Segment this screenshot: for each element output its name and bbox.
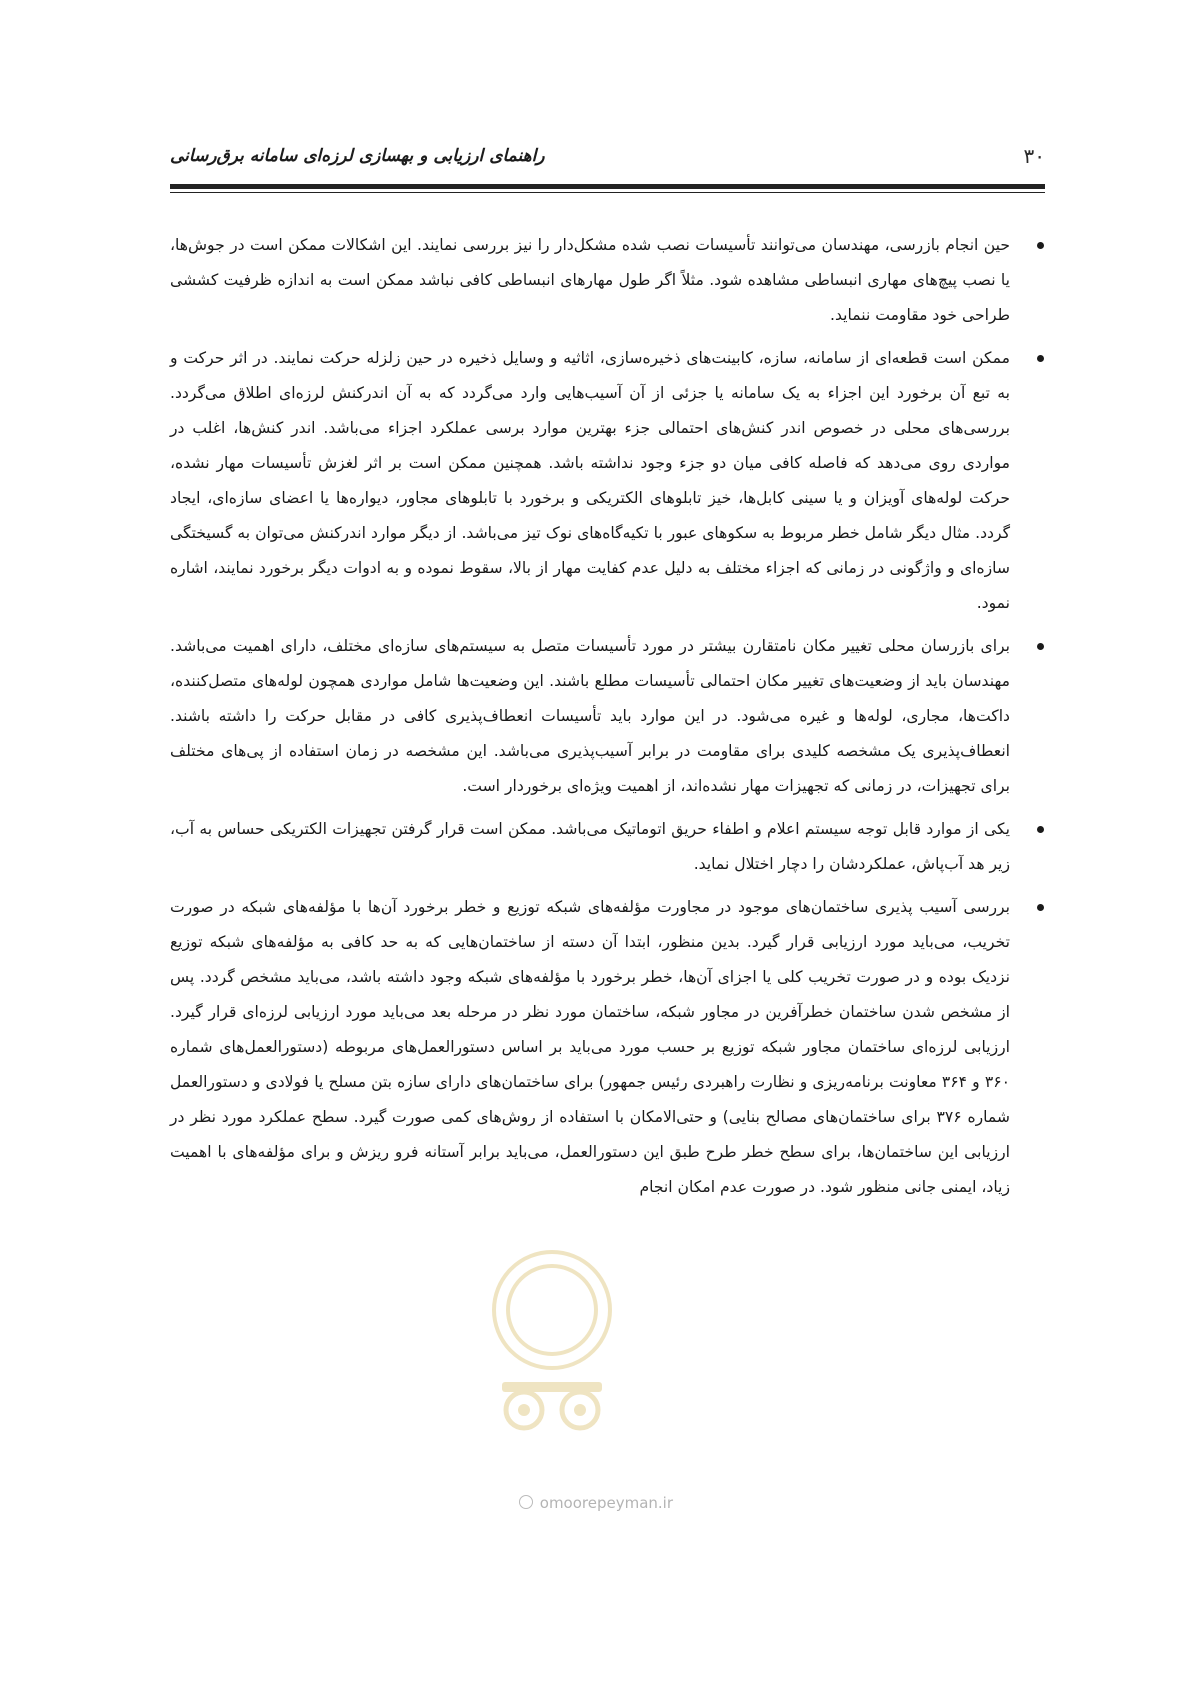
bullet-list bbox=[170, 228, 1010, 1205]
paragraph-text: حین انجام بازرسی، مهندسان می‌توانند تأسیسات نصب شده مشکل‌دار را نیز بررسی نمایند. این اشکالات ممکن است در جوش‌ها، یا نصب پیچ‌های مهاری انبساطی مشاهده شود. مثلاً اگر طول مهارهای انبساطی کافی نباشد ممکن است به اندازه ظرفیت کششی طراحی خود مقاومت ننماید. bbox=[170, 236, 1010, 324]
body-text bbox=[170, 228, 1010, 1213]
bullet-icon bbox=[1037, 242, 1044, 249]
paragraph-text: یکی از موارد قابل توجه سیستم اعلام و اطفاء حریق اتوماتیک می‌باشد. ممکن است قرار گرفتن تجهیزات الکتریکی حساس به آب، زیر هد آب‌پاش، عملکردشان را دچار اختلال نماید. bbox=[170, 820, 1010, 873]
bullet-icon bbox=[1037, 355, 1044, 362]
watermark-site: omoorepeyman.ir bbox=[539, 1494, 674, 1512]
paragraph-text: بررسی آسیب پذیری ساختمان‌های موجود در مجاورت مؤلفه‌های شبکه توزیع و خطر برخورد آن‌ها با مؤلفه‌های شبکه در صورت تخریب، می‌باید مورد ارزیابی قرار گیرد. بدین منظور، ابتدا آن دسته از ساختمان‌هایی که به حد کافی به مؤلفه‌های شبکه توزیع نزدیک بوده و در صورت تخریب کلی یا اجزای آن‌ها، خطر برخورد با مؤلفه‌های شبکه وجود داشته باشد، می‌باید مشخص گردد. پس از مشخص شدن ساختمان خطرآفرین در مجاور شبکه، ساختمان مورد نظر در مرحله بعد می‌باید مورد ارزیابی لرزه‌ای قرار گیرد. ارزیابی لرزه‌ای ساختمان مجاور شبکه توزیع بر حسب مورد می‌باید بر اساس دستورالعمل‌های مربوطه (دستورالعمل‌های شماره ۳۶۰ و ۳۶۴ معاونت برنامه‌ریزی و نظارت راهبردی رئیس جمهور) برای ساختمان‌های دارای سازه بتن مسلح یا فولادی و دستورالعمل شماره ۳۷۶ برای ساختمان‌های مصالح بنایی) و حتی‌الامکان با استفاده از روش‌های کمی صورت گیرد. سطح عملکرد مورد نظر در ارزیابی این ساختمان‌ها، برای سطح خطر طرح طبق این دستورالعمل، می‌باید برابر آستانه فرو ریزش و برای مؤلفه‌های با اهمیت زیاد، ایمنی جانی منظور شود. در صورت عدم امکان انجام bbox=[170, 898, 1010, 1196]
list-item bbox=[170, 812, 1010, 882]
globe-icon bbox=[519, 1495, 533, 1509]
page-header bbox=[170, 138, 1045, 184]
paragraph-text: برای بازرسان محلی تغییر مکان نامتقارن بیشتر در مورد تأسیسات متصل به سیستم‌های سازه‌ای مختلف، دارای اهمیت می‌باشد. مهندسان باید از وضعیت‌های تغییر مکان احتمالی تأسیسات مطلع باشند. این وضعیت‌ها شامل مواردی همچون لوله‌های متصل‌کننده، داکت‌ها، مجاری، لوله‌ها و غیره می‌شود. در این موارد باید تأسیسات انعطاف‌پذیری کافی در مقابل حرکت را داشته باشند. انعطاف‌پذیری یک مشخصه کلیدی برای مقاومت در برابر آسیب‌پذیری می‌باشد. این مشخصه در زمان استفاده از پی‌های مختلف برای تجهیزات، در زمانی که تجهیزات مهار نشده‌اند، از اهمیت ویژه‌ای برخوردار است. bbox=[170, 637, 1010, 795]
bullet-icon bbox=[1037, 904, 1044, 911]
running-title: راهنمای ارزیابی و بهسازی لرزه‌ای سامانه برق‌رسانی bbox=[170, 146, 545, 166]
list-item bbox=[170, 228, 1010, 333]
page-number: ۳۰ bbox=[1023, 144, 1045, 168]
header-rule-thin bbox=[170, 192, 1045, 193]
bullet-icon bbox=[1037, 643, 1044, 650]
header-rule bbox=[170, 184, 1045, 189]
paragraph-text: ممکن است قطعه‌ای از سامانه، سازه، کابینت‌های ذخیره‌سازی، اثاثیه و وسایل ذخیره در حین زلزله حرکت نمایند. در اثر حرکت و به تبع آن برخورد این اجزاء به یک سامانه یا جزئی از آن آسیب‌هایی وارد می‌گردد که به آن اندرکنش لرزه‌ای اطلاق می‌گردد. بررسی‌های محلی در خصوص اندر کنش‌های احتمالی جزء بهترین موارد برسی عملکرد اجزاء می‌باشد. اندر کنش‌ها، اغلب در مواردی روی می‌دهد که فاصله کافی میان دو جزء وجود نداشته باشد. همچنین ممکن است بر اثر لغزش تأسیسات مهار نشده، حرکت لوله‌های آویزان و یا سینی کابل‌ها، خیز تابلوهای الکتریکی و برخورد با تابلوهای مجاور، دیواره‌ها یا اعضای سازه‌ای، ایجاد گردد. مثال دیگر شامل خطر مربوط به سکوهای عبور با تکیه‌گاه‌های نوک تیز می‌باشد. از دیگر موارد اندرکنش می‌توان به گسیختگی سازه‌ای و واژگونی در زمانی که اجزاء مختلف به دلیل عدم کفایت مهار از بالا، سقوط نموده و به ادوات دیگر برخورد نمایند، اشاره نمود. bbox=[170, 349, 1010, 612]
watermark-url bbox=[486, 1494, 706, 1512]
bullet-icon bbox=[1037, 826, 1044, 833]
watermark-logo-icon bbox=[462, 1232, 642, 1442]
list-item bbox=[170, 629, 1010, 804]
list-item bbox=[170, 341, 1010, 621]
list-item bbox=[170, 890, 1010, 1205]
